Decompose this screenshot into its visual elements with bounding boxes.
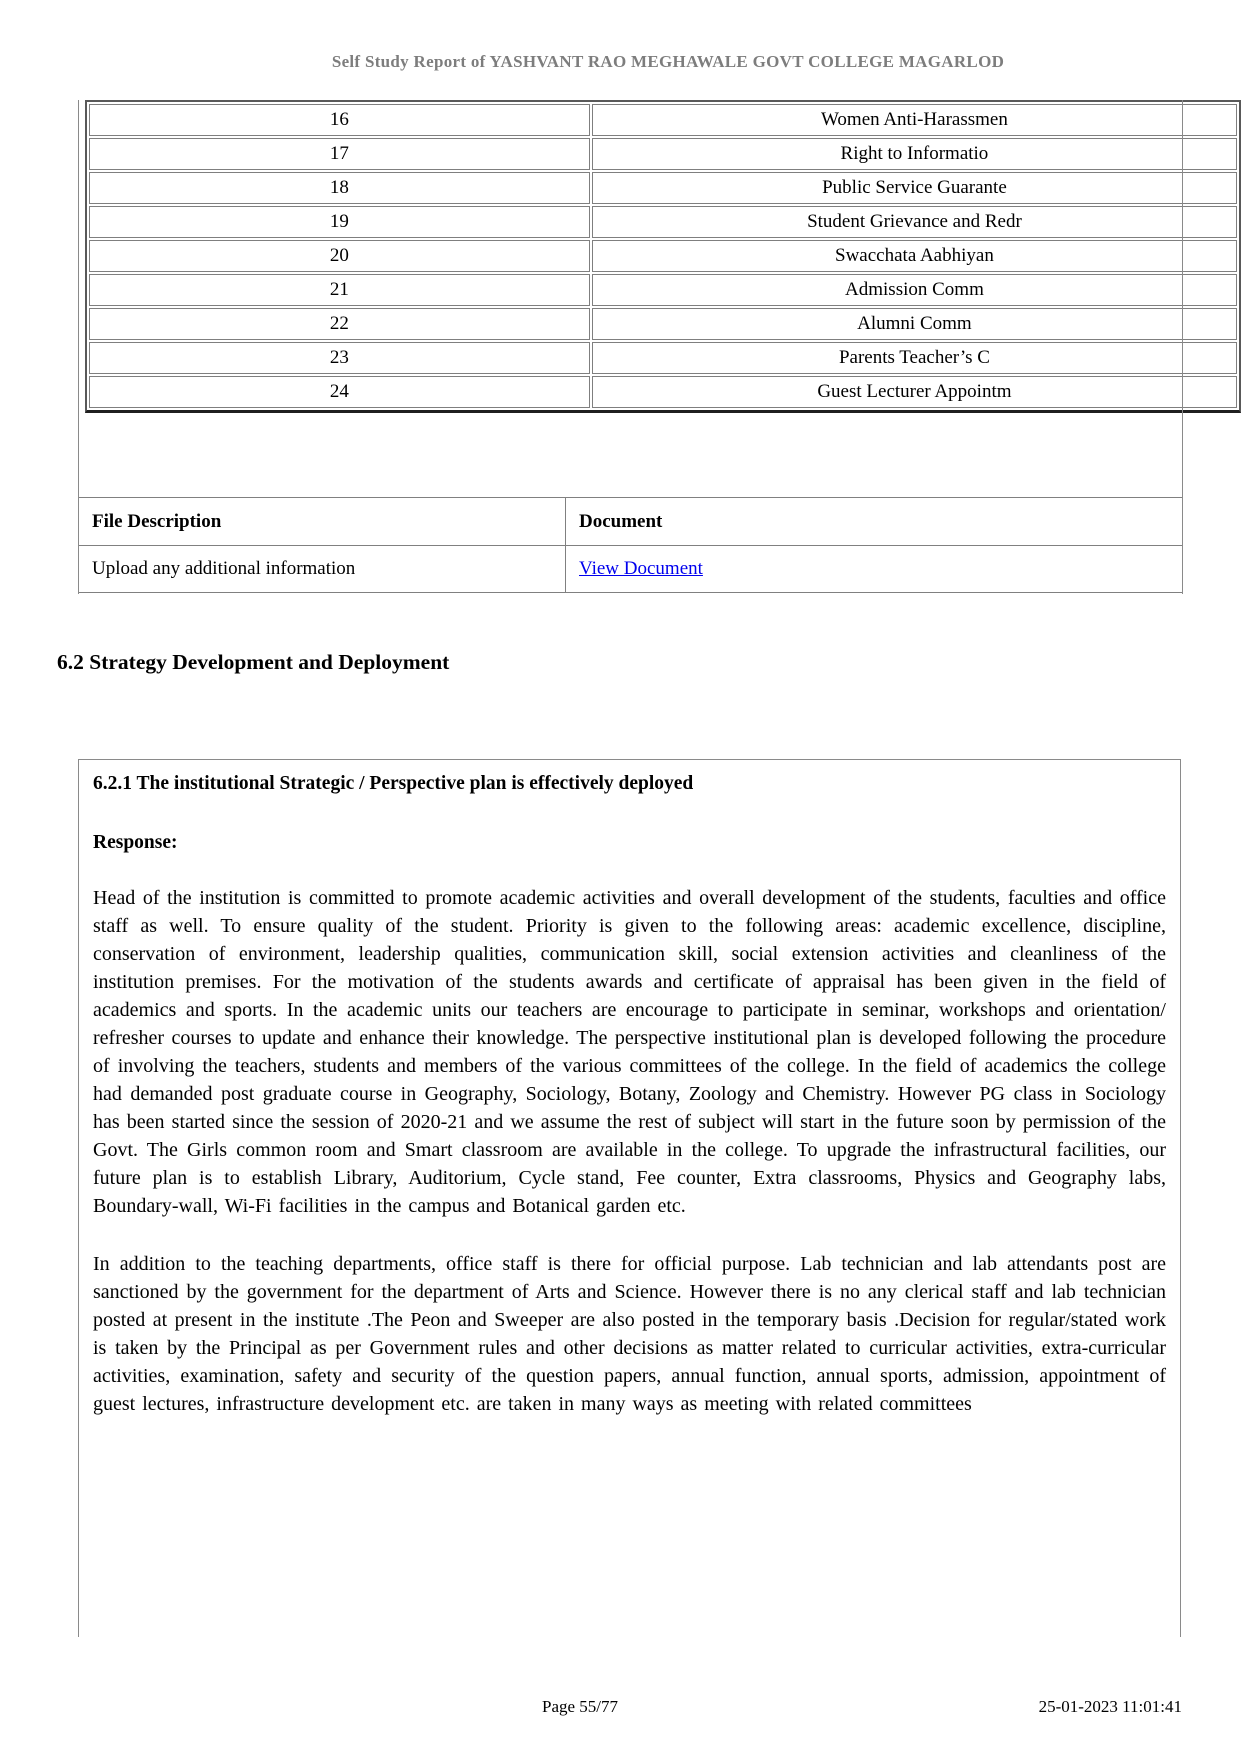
table-row (89, 206, 1237, 238)
file-description-cell: Upload any additional information (79, 546, 566, 593)
committee-name-cell: Student Grievance and Redr (592, 206, 1237, 238)
metric-box (78, 759, 1181, 1637)
table-row (89, 342, 1237, 374)
document-header: Document (566, 498, 1183, 546)
section-heading: 6.2 Strategy Development and Deployment (57, 650, 450, 674)
committee-table (85, 100, 1241, 413)
row-number-cell: 21 (89, 274, 590, 306)
table-row (89, 308, 1237, 340)
table-row (89, 138, 1237, 170)
page-number: Page 55/77 (541, 1697, 619, 1716)
table-row (89, 240, 1237, 272)
committee-name-cell: Swacchata Aabhiyan (592, 240, 1237, 272)
committee-name-cell: Public Service Guarante (592, 172, 1237, 204)
response-label: Response: (93, 832, 178, 853)
table-header-row (79, 498, 1183, 546)
committee-name-cell: Parents Teacher’s C (592, 342, 1237, 374)
file-description-header: File Description (79, 498, 566, 546)
table-row (79, 546, 1183, 593)
row-number-cell: 17 (89, 138, 590, 170)
table-row (89, 104, 1237, 136)
response-paragraph-1: Head of the institution is committed to promote academic activities and overall development of the students, faculties and office staff as well. To ensure quality of the student. Priority is given to the following areas: academic excellence, discipline, conservation of environment, leadership qualities, communication skill, social extension activities and cleanliness of the institution premises. For the motivation of the students awards and certificate of appraisal has been given in the field of academics and sports. In the academic units our teachers are encourage to participate in seminar, workshops and orientation/ refresher courses to update and enhance their knowledge. The perspective institutional plan is developed following the procedure of involving the teachers, students and members of the various committees of the college. In the field of academics the college had demanded post graduate course in Geography, Sociology, Botany, Zoology and Chemistry. However PG class in Sociology has been started since the session of 2020-21 and we assume the rest of subject will start in the future soon by permission of the Govt. The Girls common room and Smart classroom are available in the college. To upgrade the infrastructural facilities, our future plan is to establish Library, Auditorium, Cycle stand, Fee counter, Extra classrooms, Physics and Geography labs, Boundary-wall, Wi-Fi facilities in the campus and Botanical garden etc. (93, 887, 1166, 1217)
metric-title: 6.2.1 The institutional Strategic / Perspective plan is effectively deployed (93, 773, 694, 794)
response-paragraph-2: In addition to the teaching departments, office staff is there for official purpose. Lab technician and lab attendants post are sanctioned by the government for the department of Arts and Science. However there is no any clerical staff and lab technician posted at present in the institute .The Peon and Sweeper are also posted in the temporary basis .Decision for regular/stated work is taken by the Principal as per Government rules and other decisions as matter related to curricular activities, extra-curricular activities, examination, safety and security of the question papers, annual function, annual sports, admission, appointment of guest lectures, infrastructure development etc. are taken in many ways as meeting with related committees (93, 1253, 1166, 1415)
committee-name-cell: Guest Lecturer Appointm (592, 376, 1237, 408)
report-header-title: Self Study Report of YASHVANT RAO MEGHAWALE GOVT COLLEGE MAGARLOD (331, 52, 1005, 71)
table-row (89, 274, 1237, 306)
footer-timestamp: 25-01-2023 11:01:41 (1038, 1697, 1182, 1716)
committee-name-cell: Admission Comm (592, 274, 1237, 306)
row-number-cell: 19 (89, 206, 590, 238)
row-number-cell: 18 (89, 172, 590, 204)
row-number-cell: 23 (89, 342, 590, 374)
row-number-cell: 22 (89, 308, 590, 340)
committee-name-cell: Right to Informatio (592, 138, 1237, 170)
row-number-cell: 20 (89, 240, 590, 272)
table-row (89, 172, 1237, 204)
table-row (89, 376, 1237, 408)
document-cell (566, 546, 1183, 593)
committee-name-cell: Women Anti-Harassmen (592, 104, 1237, 136)
row-number-cell: 16 (89, 104, 590, 136)
committee-name-cell: Alumni Comm (592, 308, 1237, 340)
row-number-cell: 24 (89, 376, 590, 408)
file-description-table (78, 497, 1183, 593)
view-document-link[interactable]: View Document (579, 558, 703, 579)
